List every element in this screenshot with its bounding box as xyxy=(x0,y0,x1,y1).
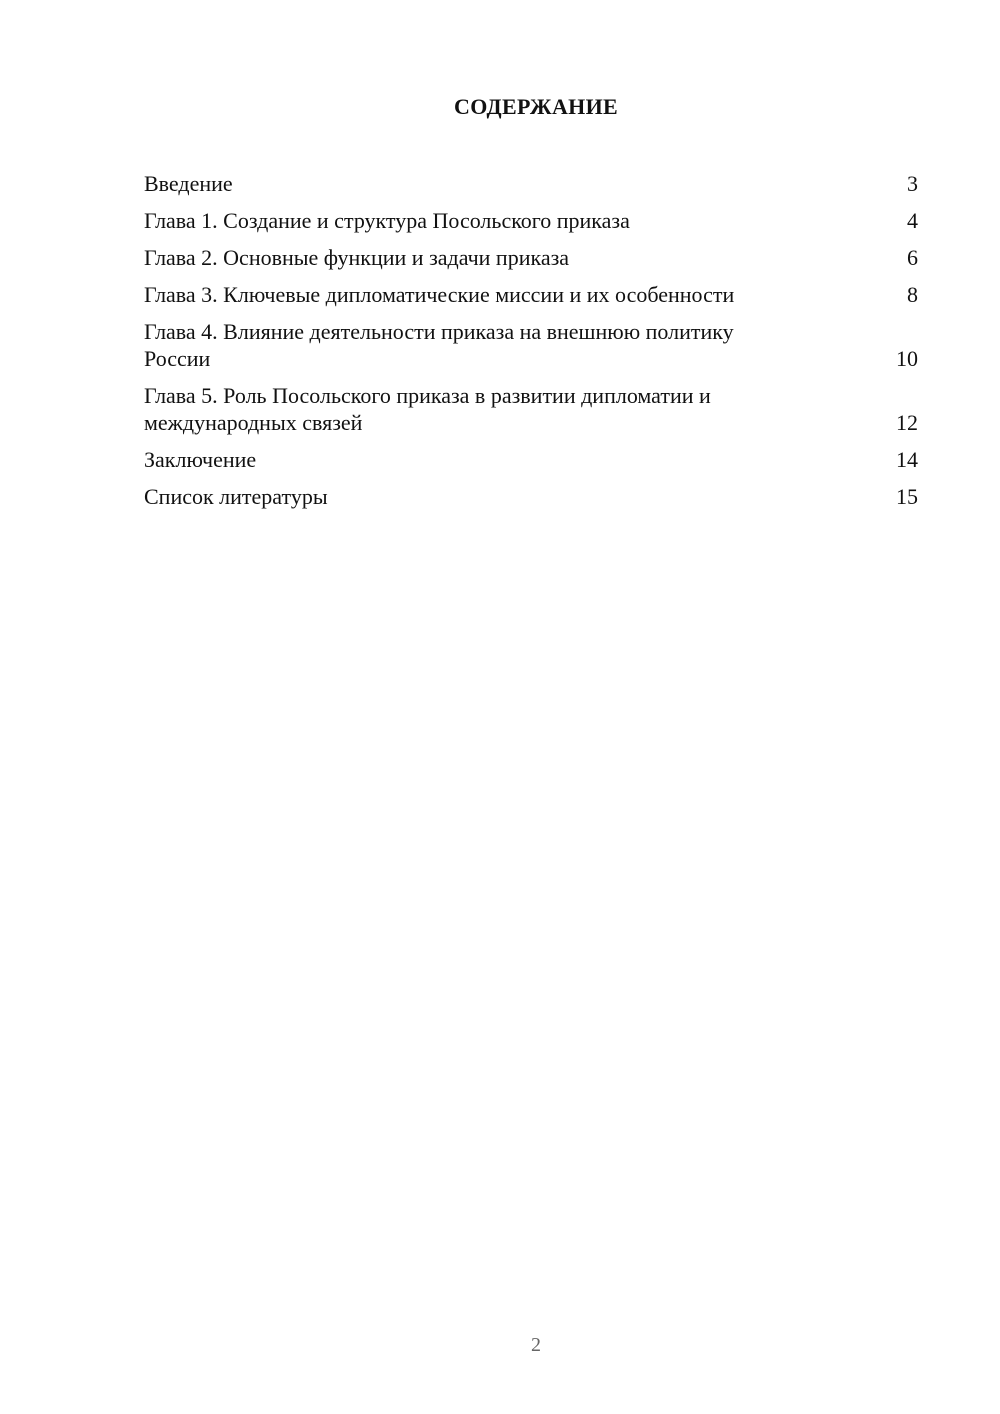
toc-entry-references xyxy=(144,483,918,510)
toc-entry-text: Глава 5. Роль Посольского приказа в развитии дипломатии и международных связей xyxy=(144,383,711,435)
toc-entry-text: Глава 2. Основные функции и задачи приказа xyxy=(144,245,570,270)
toc-entry-text: Глава 1. Создание и структура Посольского приказа xyxy=(144,208,630,233)
toc-entry-page: 10 xyxy=(896,346,918,371)
toc-entry-text: Заключение xyxy=(144,447,257,472)
toc-entry-chapter-1 xyxy=(144,207,918,234)
toc-title: СОДЕРЖАНИЕ xyxy=(454,94,618,119)
toc-entry-page: 3 xyxy=(907,171,918,196)
toc-entry-chapter-2 xyxy=(144,244,918,271)
toc-entry-introduction xyxy=(144,170,918,197)
page-number: 2 xyxy=(531,1334,541,1356)
toc-entry-text: Глава 4. Влияние деятельности приказа на внешнюю политику России xyxy=(144,319,734,371)
toc-entry-page: 8 xyxy=(907,282,918,307)
toc-entry-page: 6 xyxy=(907,245,918,270)
toc-entry-text: Список литературы xyxy=(144,484,328,509)
toc-entry-chapter-4 xyxy=(144,318,918,372)
toc-entry-chapter-5 xyxy=(144,382,918,436)
toc-entry-conclusion xyxy=(144,446,918,473)
toc-entry-text: Введение xyxy=(144,171,233,196)
toc-entry-text: Глава 3. Ключевые дипломатические миссии и их особенности xyxy=(144,282,735,307)
toc-entry-page: 12 xyxy=(896,410,918,435)
toc-entry-chapter-3 xyxy=(144,281,918,308)
toc-entry-page: 14 xyxy=(896,447,918,472)
toc-entry-page: 15 xyxy=(896,484,918,509)
table-of-contents xyxy=(144,170,918,520)
toc-entry-page: 4 xyxy=(907,208,918,233)
